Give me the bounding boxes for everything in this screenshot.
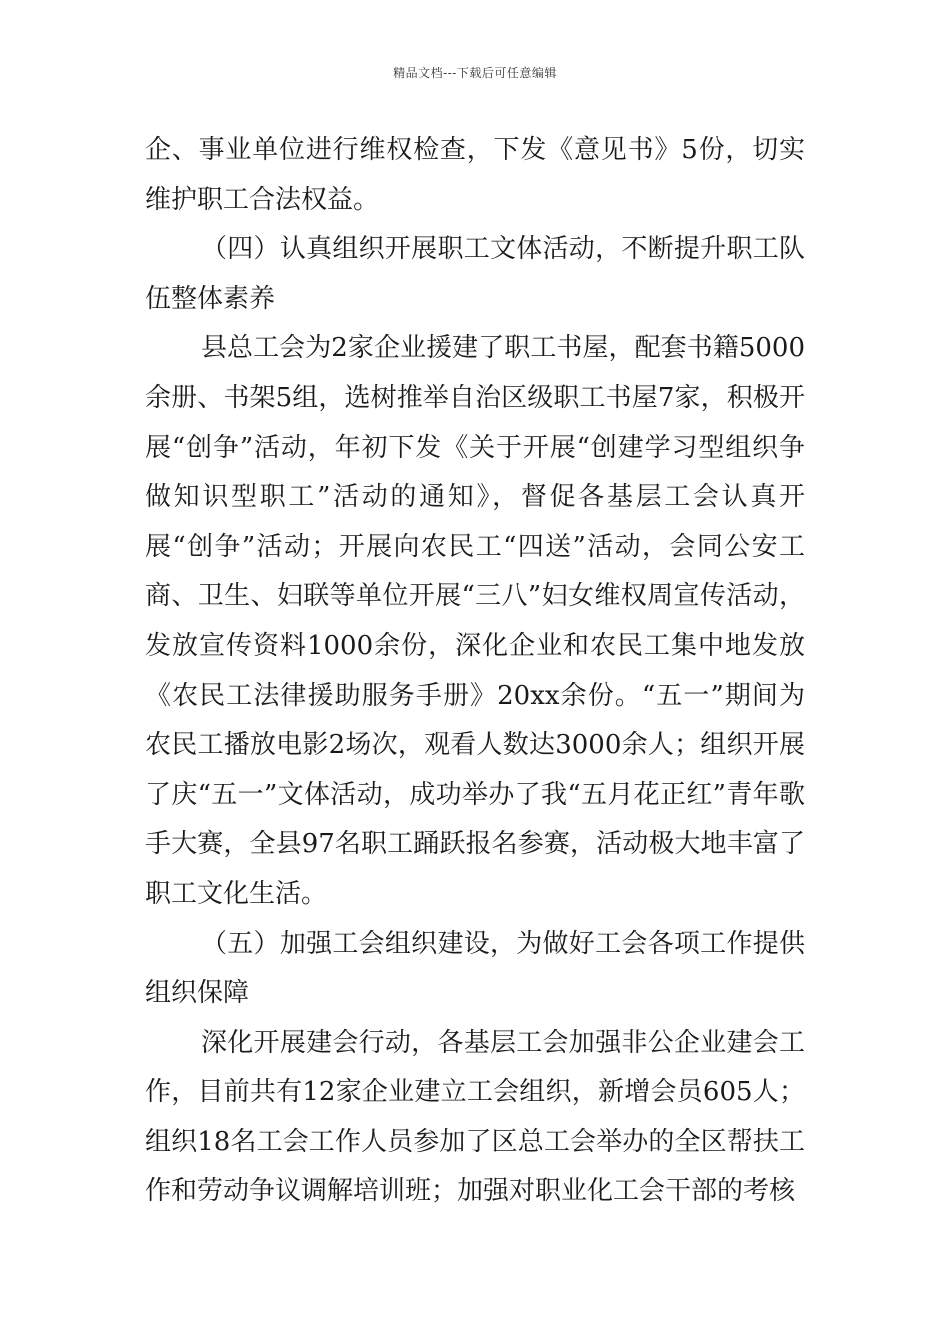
section-heading-four: （四）认真组织开展职工文体活动，不断提升职工队伍整体素养 [145, 234, 805, 314]
paragraph-cultural-activities: 县总工会为2家企业援建了职工书屋，配套书籍5000余册、书架5组，选树推举自治区级职工书屋7家，积极开展“创争”活动，年初下发《关于开展“创建学习型组织争做知识型职工”活动的通知》，督促各基层工会认真开展“创争”活动；开展向农民工“四送”活动，会同公安工商、卫生、妇联等单位开展“三八”妇女维权周宣传活动，发放宣传资料1000余份，深化企业和农民工集中地发放《农民工法律援助服务手册》20xx余份。“五一”期间为农民工播放电影2场次，观看人数达3000余人；组织开展了庆“五一”文体活动，成功举办了我“五月花正红”青年歌手大赛，全县97名职工踊跃报名参赛，活动极大地丰富了职工文化生活。 [145, 333, 805, 909]
paragraph-continuation: 企、事业单位进行维权检查，下发《意见书》5份，切实维护职工合法权益。 [145, 135, 805, 215]
section-heading-five: （五）加强工会组织建设，为做好工会各项工作提供组织保障 [145, 928, 805, 1009]
paragraph-organization-building: 深化开展建会行动，各基层工会加强非公企业建会工作，目前共有12家企业建立工会组织，新增会员605人；组织18名工会工作人员参加了区总工会举办的全区帮扶工作和劳动争议调解培训班；加强对职业化工会干部的考核 [145, 1027, 805, 1207]
page-header: 精品文档---下载后可任意编辑 [393, 66, 557, 80]
document-body [145, 126, 805, 1217]
